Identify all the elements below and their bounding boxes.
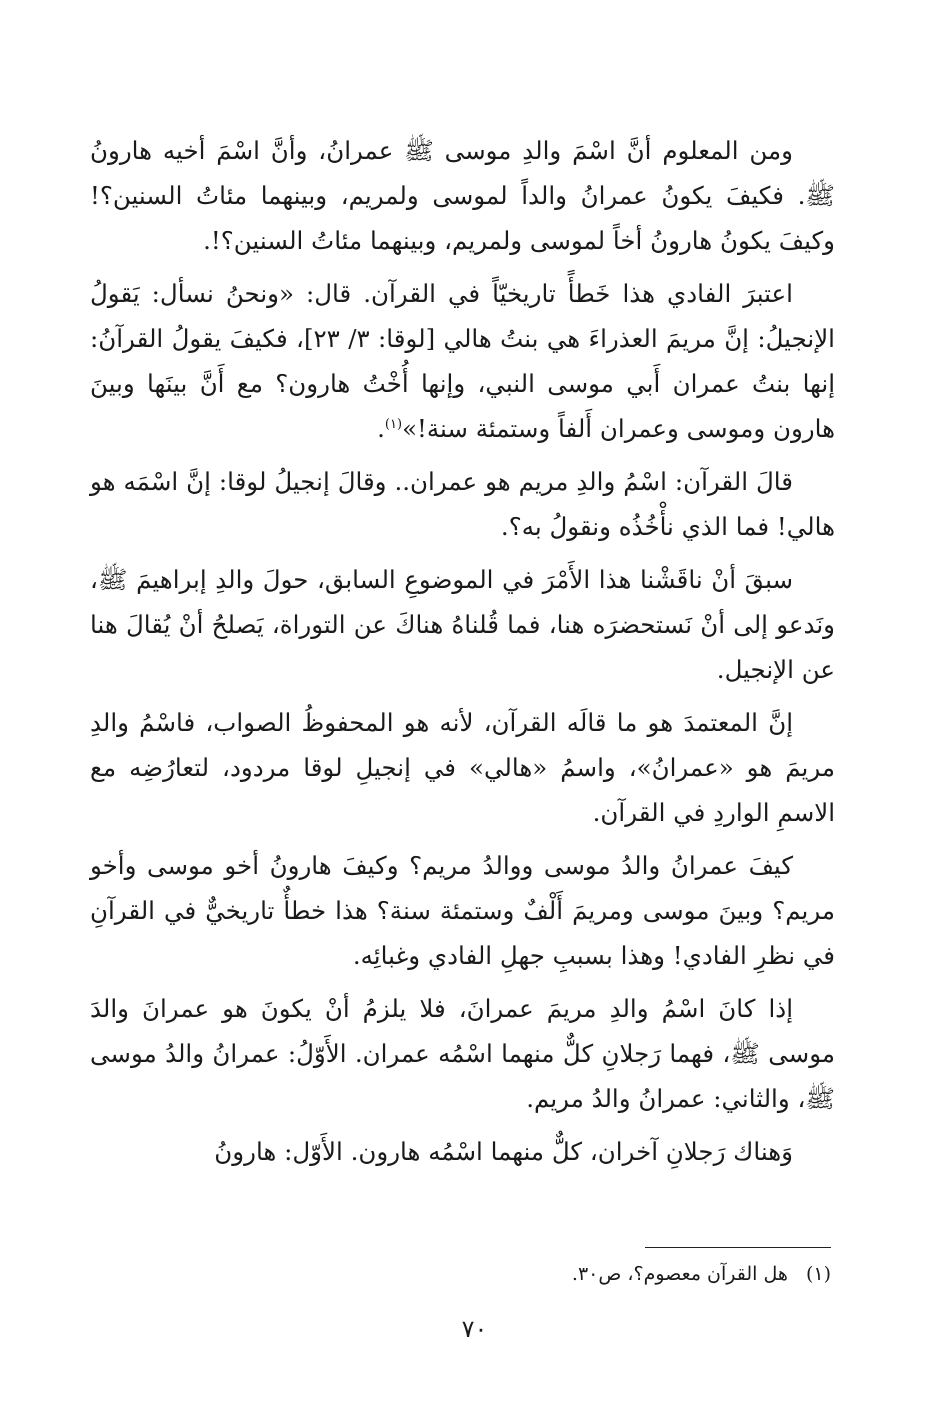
paragraph-3: قالَ القرآن: اسْمُ والدِ مريم هو عمران.. وقالَ إنجيلُ لوقا: إنَّ اسْمَه هو هالي! فما الذي نأْخُذُه ونقولُ به؟. (90, 467, 835, 541)
paragraph-6: كيفَ عمرانُ والدُ موسى ووالدُ مريم؟ وكيفَ هارونُ أخو موسى وأخو مريم؟ وبينَ موسى ومريمَ أَلْفٌ وستمئة سنة؟ هذا خطأٌ تاريخيٌّ في القرآنِ في نظرِ الفادي! وهذا بسببِ جهلِ الفادي وغبائِه. (90, 851, 835, 970)
paragraph-2 (90, 271, 835, 459)
footnote-text: هل القرآن معصوم؟، ص٣٠. (571, 1263, 788, 1285)
paragraph-4: سبقَ أنْ ناقَشْنا هذا الأَمْرَ في الموضوعِ السابق، حولَ والدِ إبراهيمَ ﷺ، ونَدعو إلى أنْ نَستحضرَه هنا، فما قُلناهُ هناكَ عن التوراة، يَصلحُ أنْ يُقالَ هنا عن الإنجيل. (90, 565, 835, 684)
footnote-marker: (١) (805, 1263, 831, 1285)
footnote-divider (645, 1247, 831, 1248)
page-body (90, 128, 835, 1182)
paragraph-5: إنَّ المعتمدَ هو ما قالَه القرآن، لأنه هو المحفوظُ الصواب، فاسْمُ والدِ مريمَ هو «عمرانُ»، واسمُ «هالي» في إنجيلِ لوقا مردود، لتعارُضِه مع الاسمِ الواردِ في القرآن. (90, 708, 835, 827)
footnote (131, 1258, 831, 1290)
paragraph-2-end: . (377, 414, 385, 443)
paragraph-2-text: اعتبرَ الفادي هذا خَطأً تاريخيّاً في القرآن. قال: «ونحنُ نسأل: يَقولُ الإنجيلُ: إنَّ مريمَ العذراءَ هي بنتُ هالي [لوقا: ٣/ ٢٣]، فكيفَ يقولُ القرآنُ: إنها بنتُ عمران أَبي موسى النبي، وإنها أُخْتُ هارون؟ مع أَنَّ بينَها وبينَ هارون وموسى وعمران أَلفاً وستمئة سنة!» (90, 279, 835, 443)
paragraph-7: إذا كانَ اسْمُ والدِ مريمَ عمرانَ، فلا يلزمُ أنْ يكونَ هو عمرانَ والدَ موسى ﷺ، فهما رَجلانِ كلٌّ منهما اسْمُه عمران. الأَوّلُ: عمرانُ والدُ موسى ﷺ، والثاني: عمرانُ والدُ مريم. (90, 994, 835, 1113)
page-number: ٧٠ (461, 1315, 488, 1343)
footnote-reference[interactable]: (١) (384, 416, 403, 432)
paragraph-8: وَهناك رَجلانِ آخران، كلٌّ منهما اسْمُه هارون. الأَوّل: هارونُ (214, 1137, 793, 1166)
paragraph-1: ومن المعلوم أنَّ اسْمَ والدِ موسى ﷺ عمرانُ، وأنَّ اسْمَ أخيه هارونُ ﷺ. فكيفَ يكونُ عمرانُ والداً لموسى ولمريم، وبينهما مئاتُ السنين؟! وكيفَ يكونُ هارونُ أخاً لموسى ولمريم، وبينهما مئاتُ السنين؟!. (90, 136, 835, 255)
